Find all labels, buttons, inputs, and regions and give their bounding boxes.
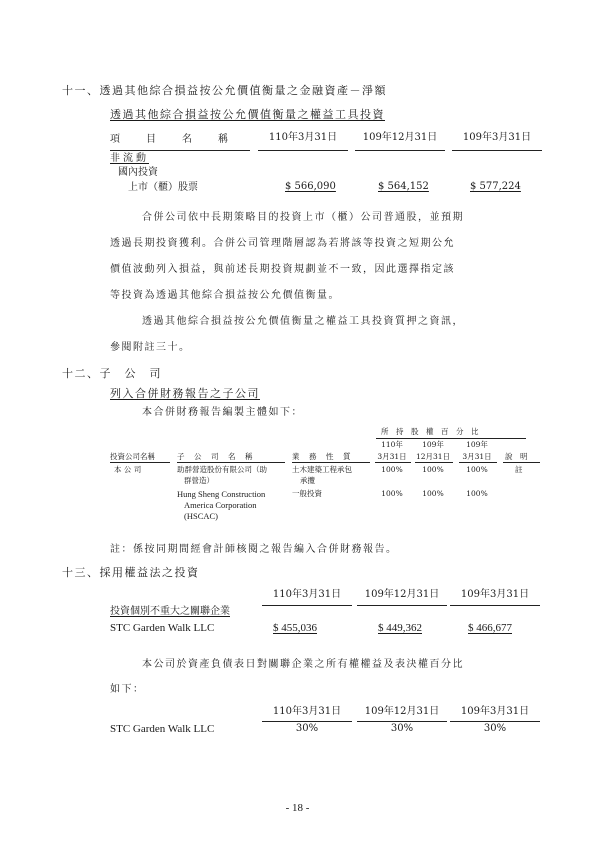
paragraph-line: 等投資為透過其他綜合損益按公允價值衡量。 [110,290,340,301]
header-rule [357,721,447,722]
row1-business-line2: 承攬 [300,476,315,485]
row2-pct-109-12-31: 100% [422,489,444,498]
section-12-footnote: 註：係按同期間經會計師核閱之報告編入合併財務報告。 [110,544,398,555]
header-rule [415,462,453,463]
section-13-paragraph-line: 如下： [110,684,145,695]
paragraph-line: 合併公司依中長期策略目的投資上市（櫃）公司普通股，並預期 [142,212,464,223]
section-11-subtitle: 透過其他綜合損益按公允價值衡量之權益工具投資 [110,108,385,121]
t2-col-109-12-31: 109年12月31日 [364,706,440,717]
t1-value-109-03-31: $ 466,677 [468,622,512,634]
paragraph-line: 透過長期投資獲利。合併公司管理階層認為若將該等投資之短期公允 [110,238,455,249]
paragraph-line: 透過其他綜合損益按公允價值衡量之權益工具投資質押之資訊， [142,316,464,327]
header-rule [258,150,348,151]
t1-category-label: 投資個別不重大之關聯企業 [110,606,230,617]
header-rule [375,462,411,463]
t2-col-110-03-31: 110年3月31日 [272,706,342,717]
table-header-item: 項 目 名 稱 [110,134,230,145]
t2-value-109-03-31: 30% [483,723,507,734]
col-header-109-12-31: 109年12月31日 [362,132,438,143]
t1-col-109-03-31: 109年3月31日 [460,589,530,600]
t1-col-110-03-31: 110年3月31日 [272,589,342,600]
header-note: 說 明 [505,452,528,461]
row2-subsidiary-line1: Hung Sheng Construction [177,489,266,499]
col-110-year: 110年 [381,440,403,449]
section-12-subtitle: 列入合併財務報告之子公司 [110,387,260,400]
t1-value-109-12-31: $ 449,362 [378,622,422,634]
row1-pct-109-12-31: 100% [422,465,444,474]
header-rule [110,150,250,151]
col-header-109-03-31: 109年3月31日 [462,132,532,143]
row1-investor: 本 公 司 [114,465,142,474]
ownership-group-header: 所 持 股 權 百 分 比 [381,427,479,436]
row1-note: 註 [515,465,523,474]
header-rule [292,462,370,463]
t1-col-109-12-31: 109年12月31日 [364,589,440,600]
row1-pct-109-03-31: 100% [466,465,488,474]
row1-pct-110-03-31: 100% [381,465,403,474]
t1-row-label: STC Garden Walk LLC [110,622,215,634]
row2-subsidiary-line2: America Corporation [184,500,257,510]
row2-pct-109-03-31: 100% [466,489,488,498]
row2-business: 一般投資 [292,489,322,498]
header-rule [110,462,170,463]
col-03-31: 3月31日 [462,452,492,461]
header-rule [503,462,540,463]
section-11-title: 十一、透過其他綜合損益按公允價值衡量之金融資產－淨額 [62,84,387,97]
header-rule [452,150,542,151]
col-header-110-03-31: 110年3月31日 [268,132,338,143]
value-109-12-31: $ 564,152 [378,181,429,192]
domestic-label: 國內投資 [118,167,158,178]
header-rule [262,605,352,606]
col-109-year: 109年 [466,440,488,449]
row2-subsidiary-line3: (HSCAC) [184,511,219,521]
section-12-title: 十二、子 公 司 [62,367,162,380]
t2-col-109-03-31: 109年3月31日 [460,706,530,717]
t2-value-109-12-31: 30% [390,723,414,734]
header-rule [177,462,285,463]
header-subsidiary: 子 公 司 名 稱 [177,452,254,461]
header-business: 業 務 性 質 [292,452,352,461]
row2-pct-110-03-31: 100% [381,489,403,498]
header-rule [357,605,447,606]
t1-value-110-03-31: $ 455,036 [273,622,317,634]
row1-business-line1: 土木建築工程承包 [292,465,352,474]
section-12-intro: 本合併財務報告編製主體如下： [142,407,303,418]
paragraph-line: 參閱附註三十。 [110,342,191,353]
row1-subsidiary-line1: 助群營造股份有限公司（助 [177,465,267,474]
section-13-paragraph-line: 本公司於資產負債表日對關聯企業之所有權權益及表決權百分比 [142,659,464,670]
noncurrent-label: 非流動 [110,153,149,164]
header-investor: 投資公司名稱 [110,452,155,461]
row1-subsidiary-line2: 群營造） [184,476,214,485]
header-rule [450,605,540,606]
paragraph-line: 價值波動列入損益，與前述長期投資規劃並不一致，因此選擇指定該 [110,264,455,275]
value-109-03-31: $ 577,224 [470,181,521,192]
col-03-31: 3月31日 [377,452,407,461]
header-rule [355,150,445,151]
t2-value-110-03-31: 30% [295,723,319,734]
t2-row-label: STC Garden Walk LLC [110,723,215,735]
col-109-year: 109年 [422,440,444,449]
header-rule [450,721,540,722]
section-13-title: 十三、採用權益法之投資 [62,566,200,579]
group-header-rule [376,438,526,439]
header-rule [459,462,497,463]
row-label-listed-stock: 上市（櫃）股票 [128,182,198,193]
page-number: - 18 - [285,802,310,814]
value-110-03-31: $ 566,090 [285,181,336,192]
col-12-31: 12月31日 [415,452,451,461]
header-rule [262,721,352,722]
